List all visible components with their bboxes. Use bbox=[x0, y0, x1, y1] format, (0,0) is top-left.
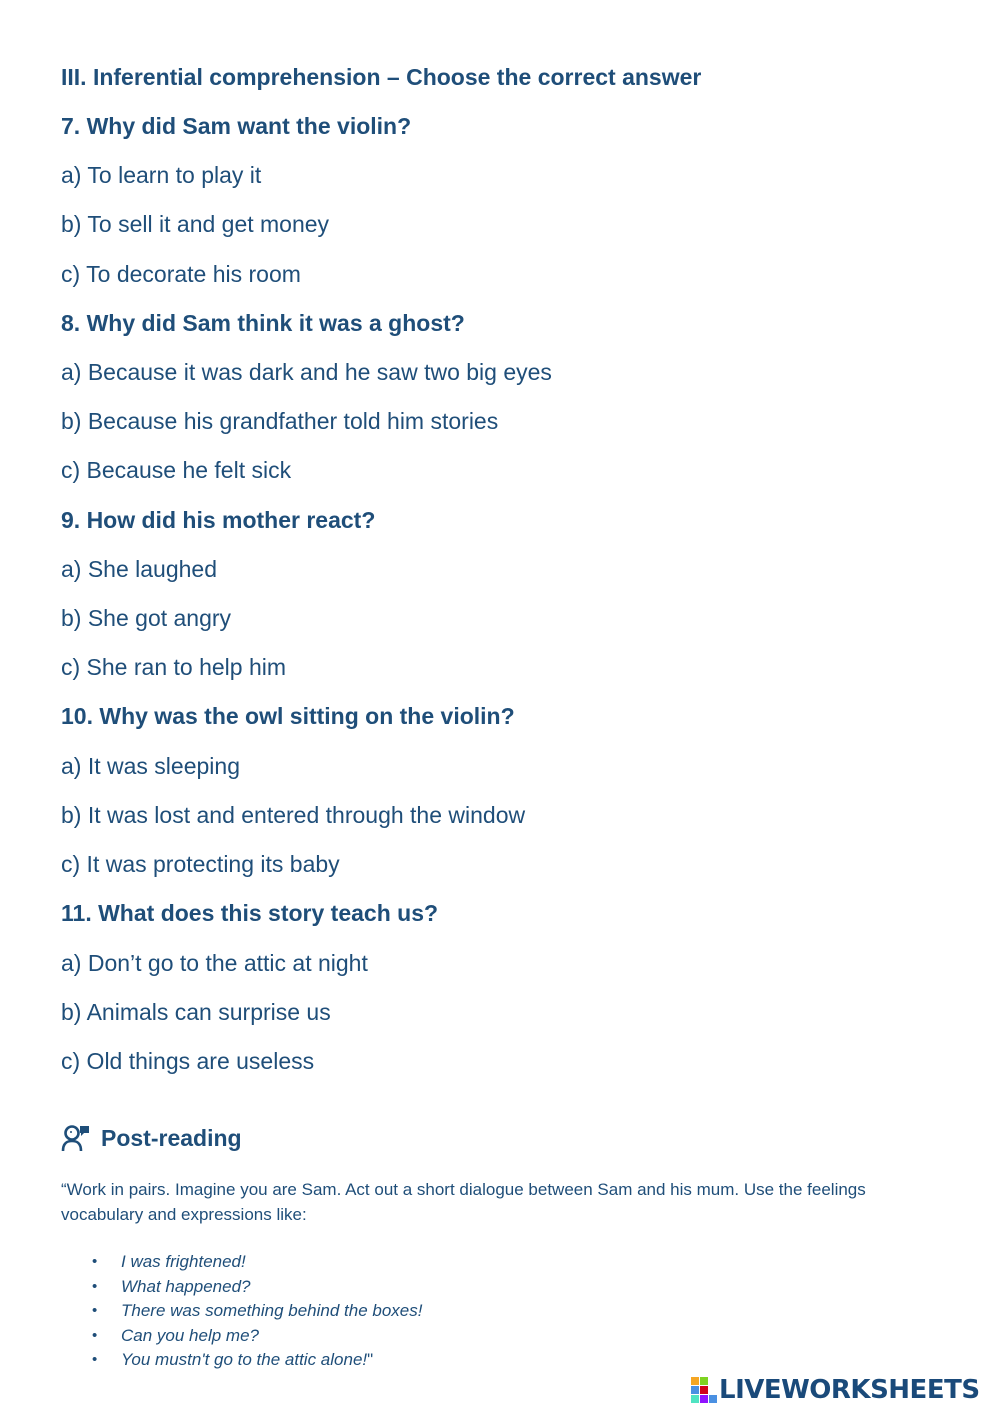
expression-text bbox=[121, 1348, 373, 1373]
expression-text: I was frightened! bbox=[121, 1252, 246, 1271]
question-7: 7. Why did Sam want the violin? bbox=[61, 113, 412, 139]
speaking-person-icon bbox=[61, 1123, 91, 1153]
q10-option-c: c) It was protecting its baby bbox=[61, 851, 340, 877]
brand-name: LIVEWORKSHEETS bbox=[719, 1375, 980, 1405]
q10-option-b: b) It was lost and entered through the window bbox=[61, 802, 526, 828]
question-9: 9. How did his mother react? bbox=[61, 507, 376, 533]
liveworksheets-logo-icon bbox=[691, 1377, 717, 1403]
question-10: 10. Why was the owl sitting on the violin? bbox=[61, 703, 515, 729]
q8-option-a: a) Because it was dark and he saw two big eyes bbox=[61, 359, 552, 385]
q8-option-b: b) Because his grandfather told him stories bbox=[61, 408, 499, 434]
bullet: • bbox=[92, 1253, 98, 1270]
q9-option-a: a) She laughed bbox=[61, 556, 218, 582]
q10-option-a: a) It was sleeping bbox=[61, 753, 240, 779]
q11-option-a: a) Don’t go to the attic at night bbox=[61, 950, 368, 976]
q11-option-b: b) Animals can surprise us bbox=[61, 999, 331, 1025]
expression-phrase: You mustn't go to the attic alone! bbox=[121, 1350, 368, 1369]
q11-option-c: c) Old things are useless bbox=[61, 1048, 315, 1074]
expression-text: Can you help me? bbox=[121, 1325, 259, 1345]
q9-option-b: b) She got angry bbox=[61, 605, 232, 631]
q7-option-b: b) To sell it and get money bbox=[61, 211, 330, 237]
bullet: • bbox=[92, 1326, 98, 1344]
post-reading-instruction: “Work in pairs. Imagine you are Sam. Act out a short dialogue between Sam and his mum. Use the feelings vocabulary and expressions like: bbox=[61, 1180, 866, 1224]
q8-option-c: c) Because he felt sick bbox=[61, 457, 292, 483]
expression-text: There was something behind the boxes! bbox=[121, 1301, 423, 1320]
expression-text: What happened? bbox=[121, 1276, 251, 1296]
q7-option-a: a) To learn to play it bbox=[61, 162, 262, 188]
q9-option-c: c) She ran to help him bbox=[61, 654, 287, 680]
section-title: III. Inferential comprehension – Choose the correct answer bbox=[61, 64, 702, 90]
bullet: • bbox=[92, 1351, 98, 1368]
question-8: 8. Why did Sam think it was a ghost? bbox=[61, 310, 465, 336]
closing-quote: " bbox=[367, 1350, 374, 1369]
bullet: • bbox=[92, 1277, 98, 1295]
post-reading-title: Post-reading bbox=[101, 1124, 242, 1151]
q7-option-c: c) To decorate his room bbox=[61, 261, 301, 287]
question-11: 11. What does this story teach us? bbox=[61, 900, 439, 926]
bullet: • bbox=[92, 1302, 98, 1319]
post-reading-heading bbox=[61, 1122, 242, 1154]
liveworksheets-logo bbox=[691, 1372, 980, 1408]
